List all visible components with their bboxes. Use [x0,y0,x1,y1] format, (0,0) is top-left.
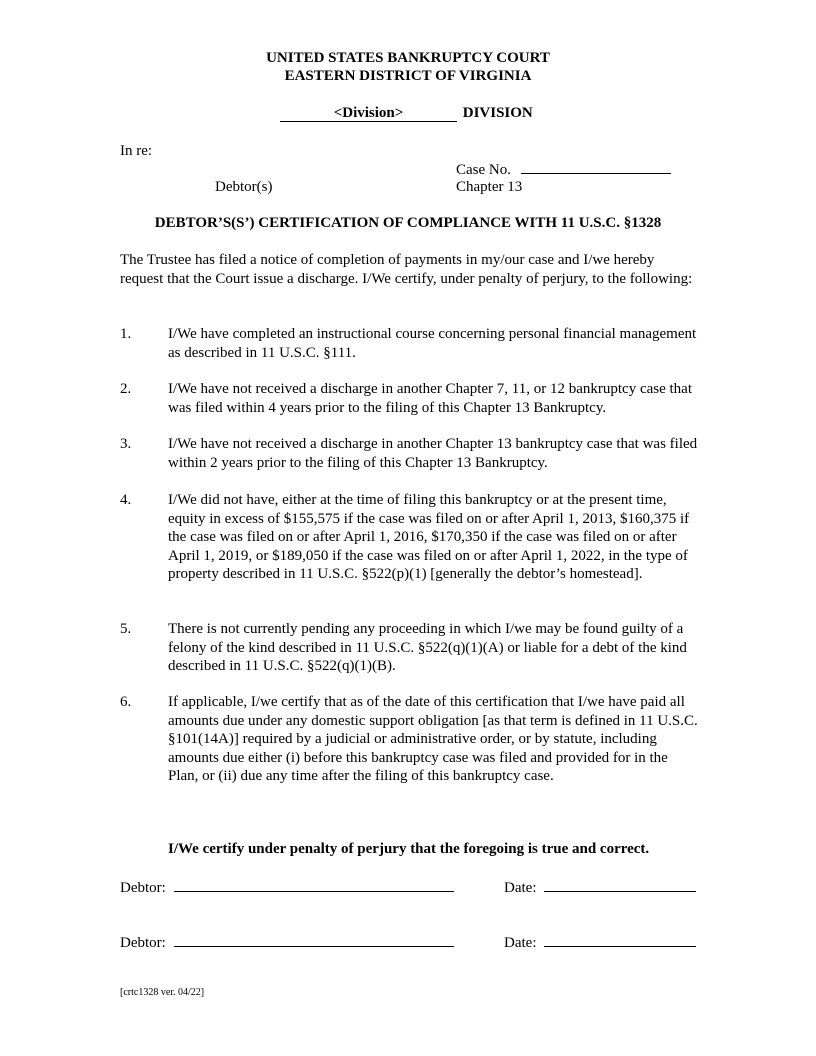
certification-statement: I/We certify under penalty of perjury that the foregoing is true and correct. [168,841,650,857]
division-line [280,104,533,122]
form-version-footer: [crtc1328 ver. 04/22] [120,987,205,998]
in-re-label: In re: [120,143,153,159]
debtor-signature-field[interactable] [174,877,454,892]
item-text: I/We did not have, either at the time of filing this bankruptcy or at the present time, equity in excess of $155,575 if the case was filed on or after April 1, 2013, $160,375 if the case was filed on or after April 1, 2016, $170,350 if the case was filed on or after April 1, 2019, or $189,050 if the case was filed on or after April 1, 2022, in the type of property described in 11 U.S.C. §522(p)(1) [generally the debtor’s homestead]. [168,492,690,582]
date-row-1 [504,877,696,898]
debtor-signature-row-2 [120,932,454,953]
date-label: Date: [504,935,537,951]
item-number: 2. [120,381,132,397]
date-label: Date: [504,880,537,896]
document-title: DEBTOR’S(S’) CERTIFICATION OF COMPLIANCE WITH 11 U.S.C. §1328 [154,215,662,231]
division-field[interactable]: <Division> [280,105,457,122]
item-number: 6. [120,694,132,710]
item-number: 4. [120,492,132,508]
debtor-caption-label: Debtor(s) [215,179,273,195]
item-number: 1. [120,326,132,342]
item-number: 3. [120,436,132,452]
court-name: UNITED STATES BANKRUPTCY COURT [266,50,550,66]
date-field[interactable] [544,877,696,892]
date-field[interactable] [544,932,696,947]
case-number-field[interactable] [521,159,671,174]
intro-paragraph: The Trustee has filed a notice of completion of payments in my/our case and I/we hereby request that the Court issue a discharge. I/We certify, under penalty of perjury, to the following: [120,252,693,287]
division-suffix: DIVISION [462,105,533,121]
debtor-signature-field[interactable] [174,932,454,947]
chapter-label: Chapter 13 [456,179,523,195]
item-text: There is not currently pending any proceeding in which I/we may be found guilty of a felony of the kind described in 11 U.S.C. §522(q)(1)(A) or liable for a debt of the kind described in 11 U.S.C. §522(q)(1)(B). [168,621,687,674]
debtor-signature-row-1 [120,877,454,898]
debtor-signature-label: Debtor: [120,935,166,951]
item-text: If applicable, I/we certify that as of the date of this certification that I/we have paid all amounts due under any domestic support obligation [as that term is defined in 11 U.S.C. §101(14A)] required by a judicial or administrative order, or by statute, including amounts due either (i) before this bankruptcy case was filed and provided for in the Plan, or (ii) due any time after the filing of this bankruptcy case. [168,694,698,784]
item-number: 5. [120,621,132,637]
item-text: I/We have not received a discharge in another Chapter 13 bankruptcy case that was filed within 2 years prior to the filing of this Chapter 13 Bankruptcy. [168,436,698,471]
court-district: EASTERN DISTRICT OF VIRGINIA [284,68,532,84]
debtor-signature-label: Debtor: [120,880,166,896]
date-row-2 [504,932,696,953]
case-number-label: Case No. [456,162,511,178]
case-number-line [456,159,671,180]
item-text: I/We have not received a discharge in another Chapter 7, 11, or 12 bankruptcy case that was filed within 4 years prior to the filing of this Chapter 13 Bankruptcy. [168,381,693,416]
item-text: I/We have completed an instructional course concerning personal financial management as described in 11 U.S.C. §111. [168,326,697,361]
